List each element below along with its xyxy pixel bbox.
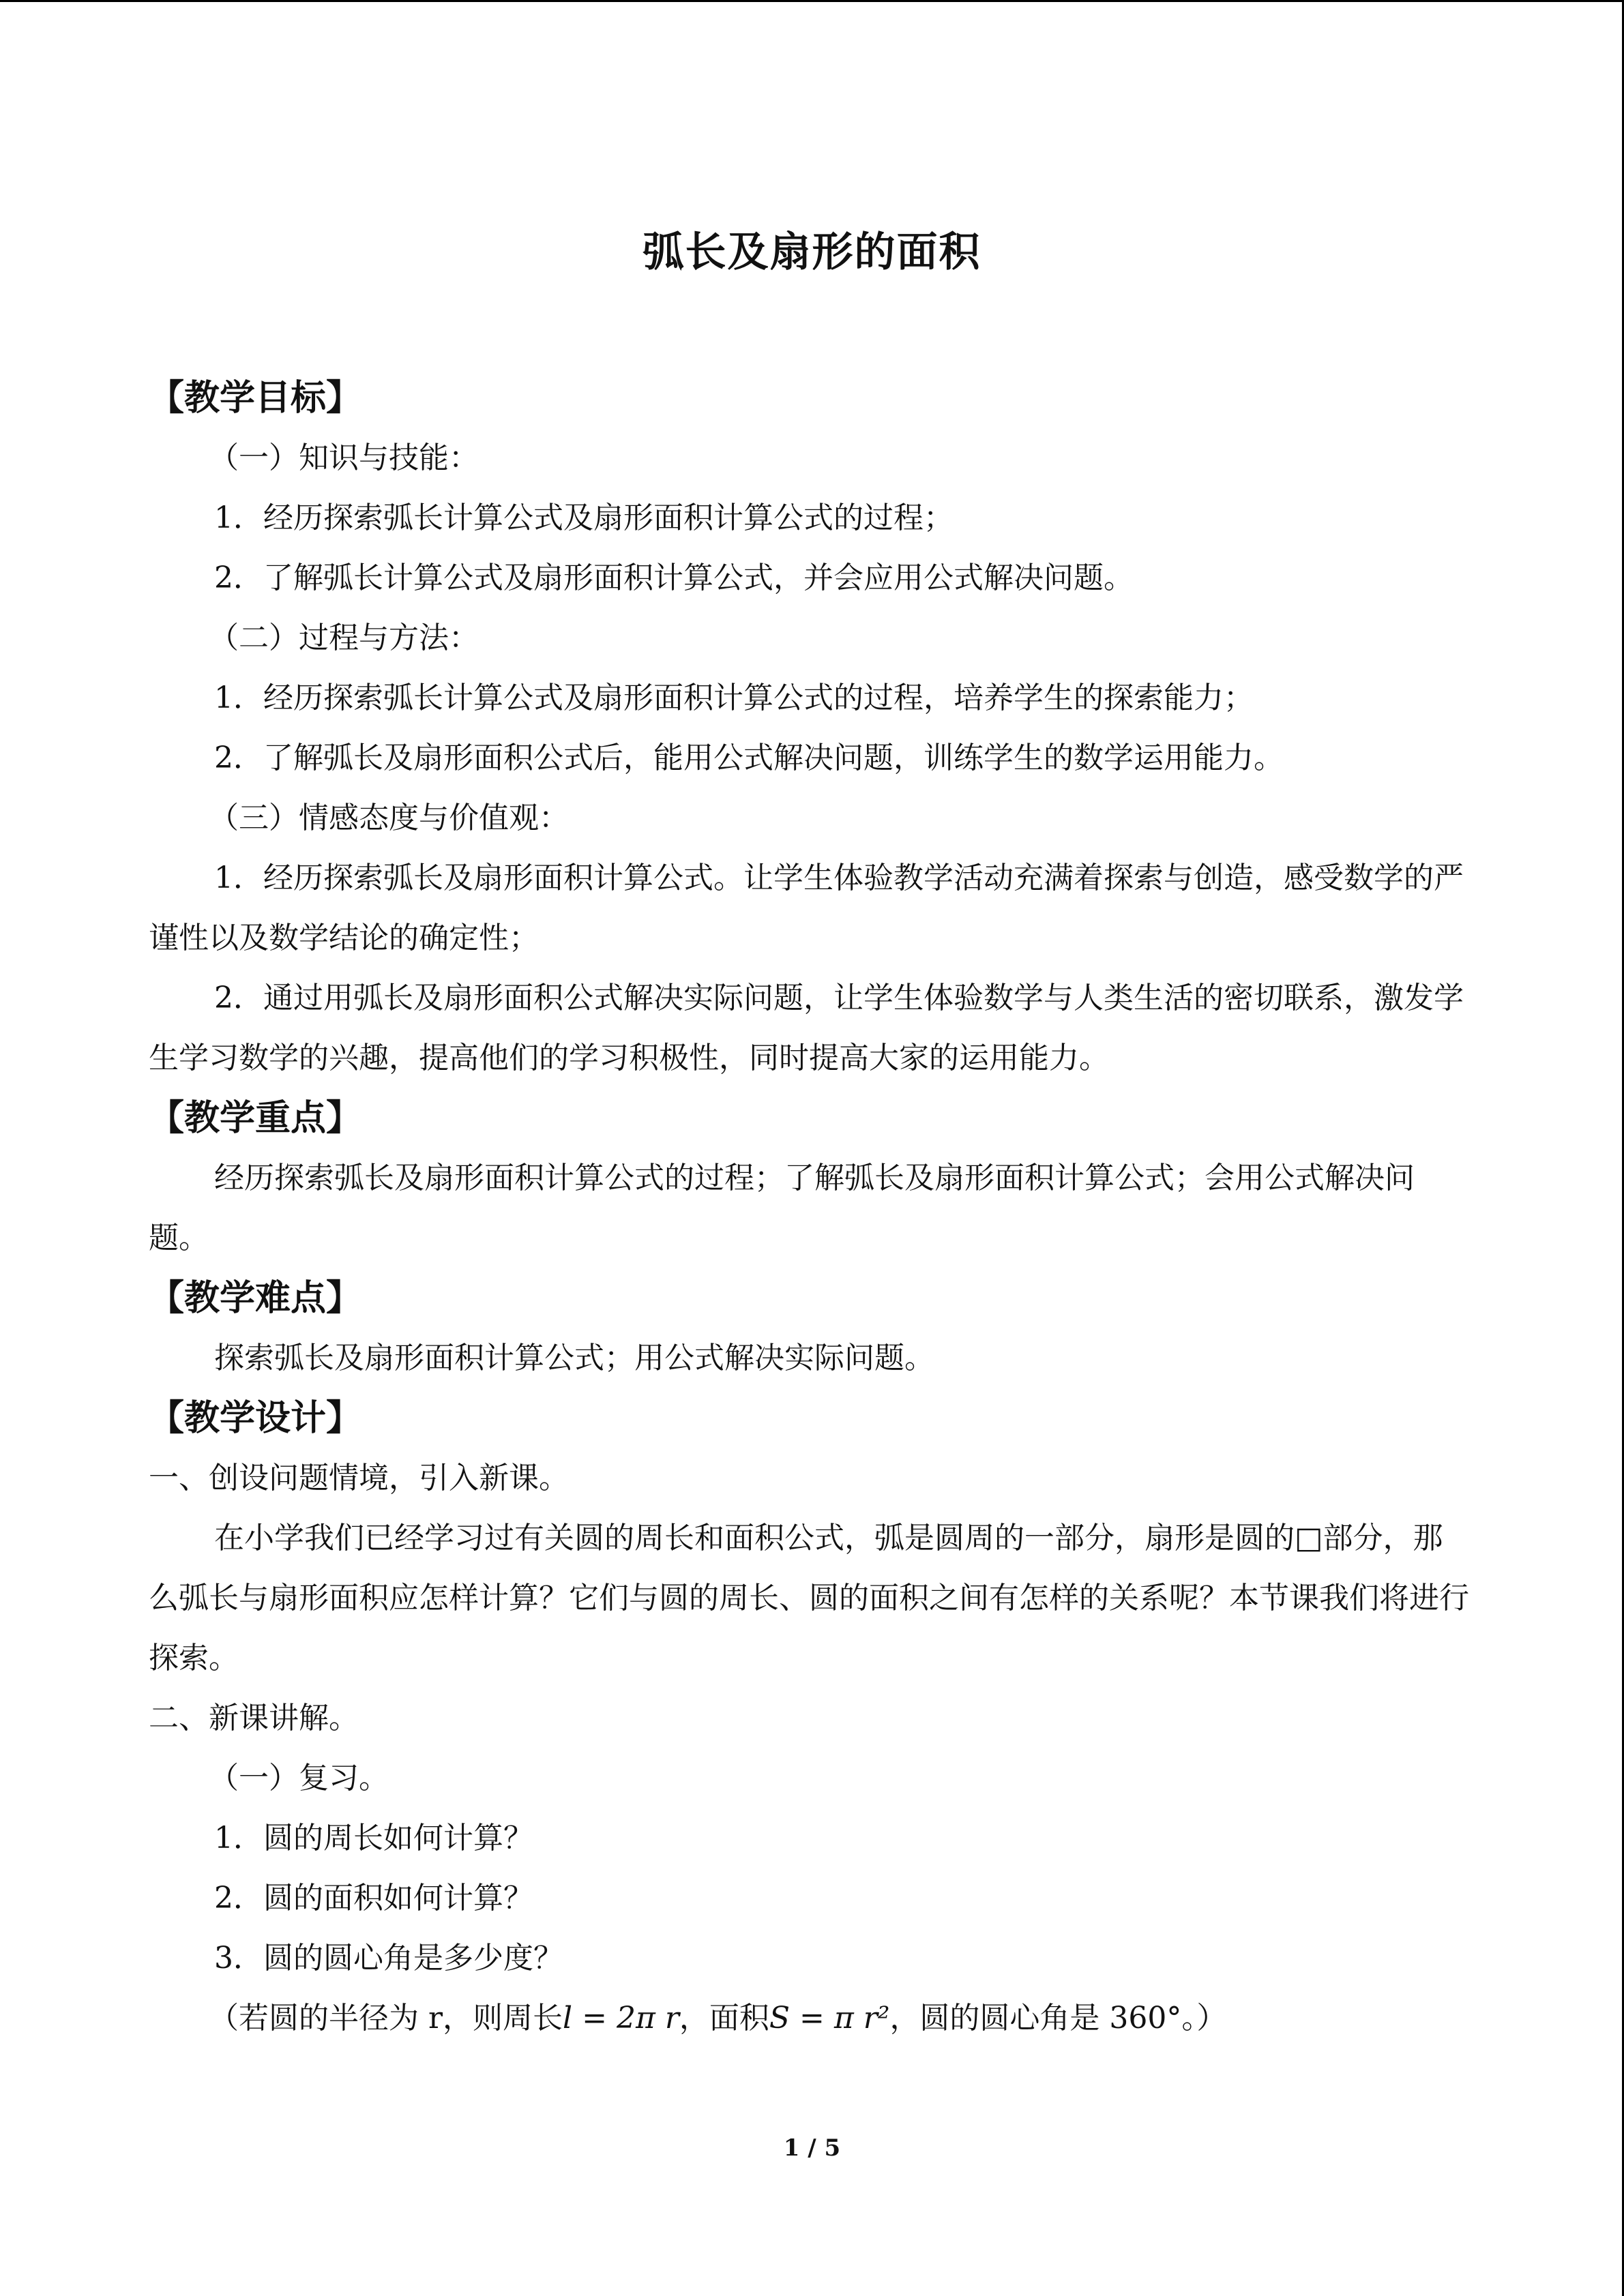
- note-prefix: （若圆的半径为 r，则周长: [209, 2001, 563, 2036]
- design-part1-text: 在小学我们已经学习过有关圆的周长和面积公式，弧是圆周的一部分，扇形是圆的□部分，那么弧长与扇形面积应怎样计算？它们与圆的周长、圆的面积之间有怎样的关系呢？本节课我们将进行探索。: [149, 1521, 1469, 1675]
- review-title: （一）复习。: [209, 1761, 389, 1795]
- key-heading: 【教学重点】: [149, 1098, 362, 1139]
- goals-sub2: （二）过程与方法：: [209, 621, 479, 655]
- goals-sub1-item-2: 2．了解弧长计算公式及扇形面积计算公式，并会应用公式解决问题。: [214, 561, 1134, 595]
- goals-sub1-item-1: 1．经历探索弧长计算公式及扇形面积计算公式的过程；: [214, 501, 954, 535]
- review-note: [149, 1988, 1472, 2048]
- goals-sub3-item-1: 1．经历探索弧长及扇形面积计算公式。让学生体验教学活动充满着探索与创造，感受数学的严谨性以及数学结论的确定性；: [149, 861, 1464, 955]
- goals-sub2-item-1: 1．经历探索弧长计算公式及扇形面积计算公式的过程，培养学生的探索能力；: [214, 681, 1254, 715]
- note-mid: ，面积: [679, 2001, 769, 2036]
- goals-sub3-item-2: 2．通过用弧长及扇形面积公式解决实际问题，让学生体验数学与人类生活的密切联系，激发学生学习数学的兴趣，提高他们的学习积极性，同时提高大家的运用能力。: [149, 981, 1464, 1075]
- design-part2-title: 二、新课讲解。: [149, 1701, 359, 1735]
- goals-heading: 【教学目标】: [149, 378, 362, 419]
- document-body: [149, 368, 1472, 2048]
- goals-sub3: （三）情感态度与价值观：: [209, 801, 569, 835]
- key-text: 经历探索弧长及扇形面积计算公式的过程；了解弧长及扇形面积计算公式；会用公式解决问题。: [149, 1161, 1415, 1255]
- difficulty-text: 探索弧长及扇形面积计算公式；用公式解决实际问题。: [214, 1341, 934, 1375]
- page-border-top: [0, 0, 1624, 2]
- difficulty-heading: 【教学难点】: [149, 1278, 362, 1319]
- note-formula-area: S = π r²: [769, 2001, 890, 2036]
- page-number: 1 / 5: [783, 2134, 841, 2162]
- note-formula-circumference: l = 2π r: [563, 2001, 679, 2036]
- review-item-1: 1．圆的周长如何计算？: [214, 1821, 533, 1855]
- note-suffix: ，圆的圆心角是 360°。）: [889, 2001, 1227, 2036]
- design-part1-title: 一、创设问题情境，引入新课。: [149, 1461, 569, 1495]
- goals-sub1: （一）知识与技能：: [209, 441, 479, 475]
- design-heading: 【教学设计】: [149, 1398, 362, 1439]
- review-item-3: 3．圆的圆心角是多少度？: [214, 1941, 563, 1976]
- page-title: 弧长及扇形的面积: [643, 228, 981, 276]
- goals-sub2-item-2: 2．了解弧长及扇形面积公式后，能用公式解决问题，训练学生的数学运用能力。: [214, 741, 1284, 775]
- review-item-2: 2．圆的面积如何计算？: [214, 1881, 533, 1915]
